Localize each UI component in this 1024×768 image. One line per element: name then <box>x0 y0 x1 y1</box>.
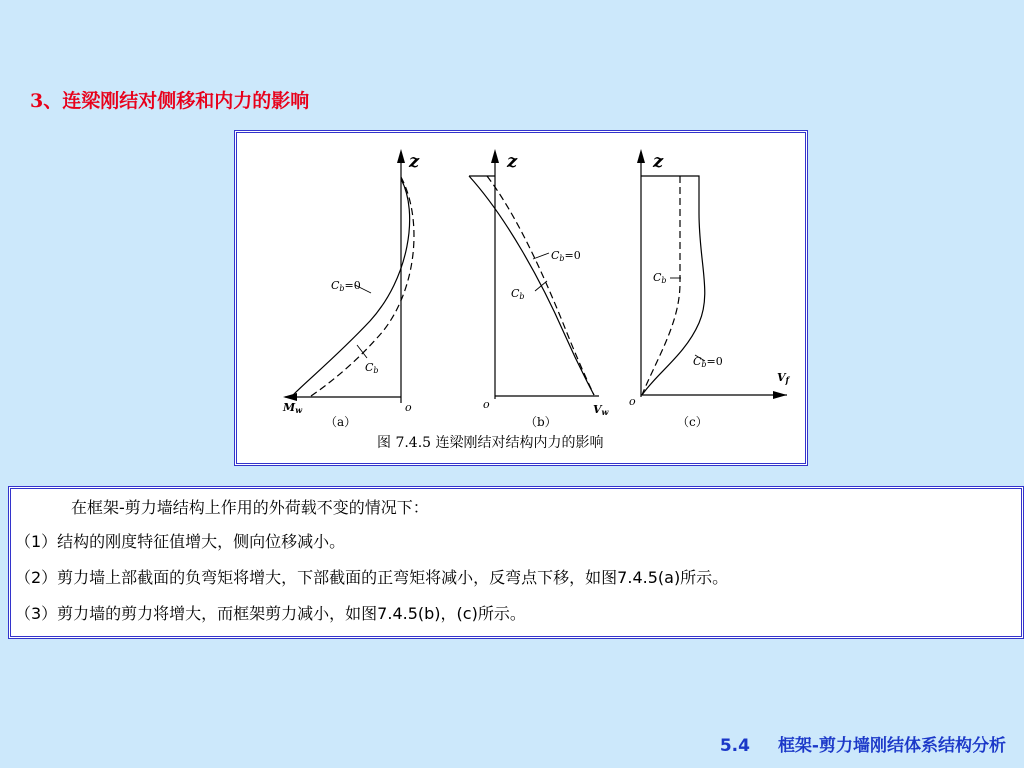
text-item-1: （1）结构的刚度特征值增大，侧向位移减小。 <box>15 532 346 551</box>
panel-b-curve-label-1: Cb=0 <box>551 249 581 263</box>
text-item-2: （2）剪力墙上部截面的负弯矩将增大，下部截面的正弯矩将减小，反弯点下移，如图7.4.5(a)所示。 <box>15 568 729 587</box>
figure-frame <box>234 130 808 466</box>
panel-b-axis-arrow <box>491 149 499 163</box>
panel-b-curve-label-2: Cb <box>511 287 525 301</box>
panel-b-value-label: Vw <box>593 403 609 417</box>
panel-a-panel-label: （a） <box>325 415 357 429</box>
figure-caption: 图 7.4.5 连梁刚结对结构内力的影响 <box>377 435 604 451</box>
footer-section-number: 5.4 <box>719 736 750 756</box>
panel-c-curve-cb <box>642 176 680 395</box>
panel-b-leader-1 <box>533 253 549 259</box>
text-intro: 在框架-剪力墙结构上作用的外荷载不变的情况下： <box>71 498 429 517</box>
panel-c-curve-label-2: Cb=0 <box>693 355 723 369</box>
panel-b-axis-label: z <box>507 151 518 172</box>
panel-c-origin-label: o <box>629 395 636 408</box>
panel-a-curve-label-2: Cb <box>365 361 379 375</box>
panel-a-leader-2 <box>357 345 367 358</box>
panel-a-value-label: Mw <box>283 401 303 415</box>
panel-c-axis-arrow <box>637 149 645 163</box>
panel-a-origin-label: o <box>405 401 412 414</box>
panel-a-axis-label: z <box>409 151 420 172</box>
figure-diagram <box>237 133 805 463</box>
panel-a-axis-arrow <box>397 149 405 163</box>
slide-heading: 3、连梁刚结对侧移和内力的影响 <box>30 90 310 112</box>
panel-c-panel-label: （c） <box>677 415 708 429</box>
panel-c-baseline-arrow <box>773 391 787 399</box>
panel-b-origin-label: o <box>483 398 490 411</box>
panel-b-curve-cb0 <box>469 176 594 395</box>
text-box <box>8 486 1024 639</box>
footer <box>720 731 1006 756</box>
text-item-3: （3）剪力墙的剪力将增大，而框架剪力减小，如图7.4.5(b)，(c)所示。 <box>15 604 526 623</box>
panel-b-panel-label: （b） <box>525 415 557 429</box>
panel-b <box>469 149 610 429</box>
panel-c-axis-label: z <box>653 151 664 172</box>
panel-a-curve-label-1: Cb=0 <box>331 279 361 293</box>
panel-a <box>282 149 420 429</box>
panel-c-curve-label-1: Cb <box>653 271 667 285</box>
panel-c <box>629 149 791 429</box>
panel-c-value-label: Vf <box>777 371 789 385</box>
panel-a-baseline-arrow <box>283 393 297 401</box>
panel-b-leader-2 <box>535 281 547 291</box>
footer-section-title: 框架-剪力墙刚结体系结构分析 <box>777 736 1006 756</box>
